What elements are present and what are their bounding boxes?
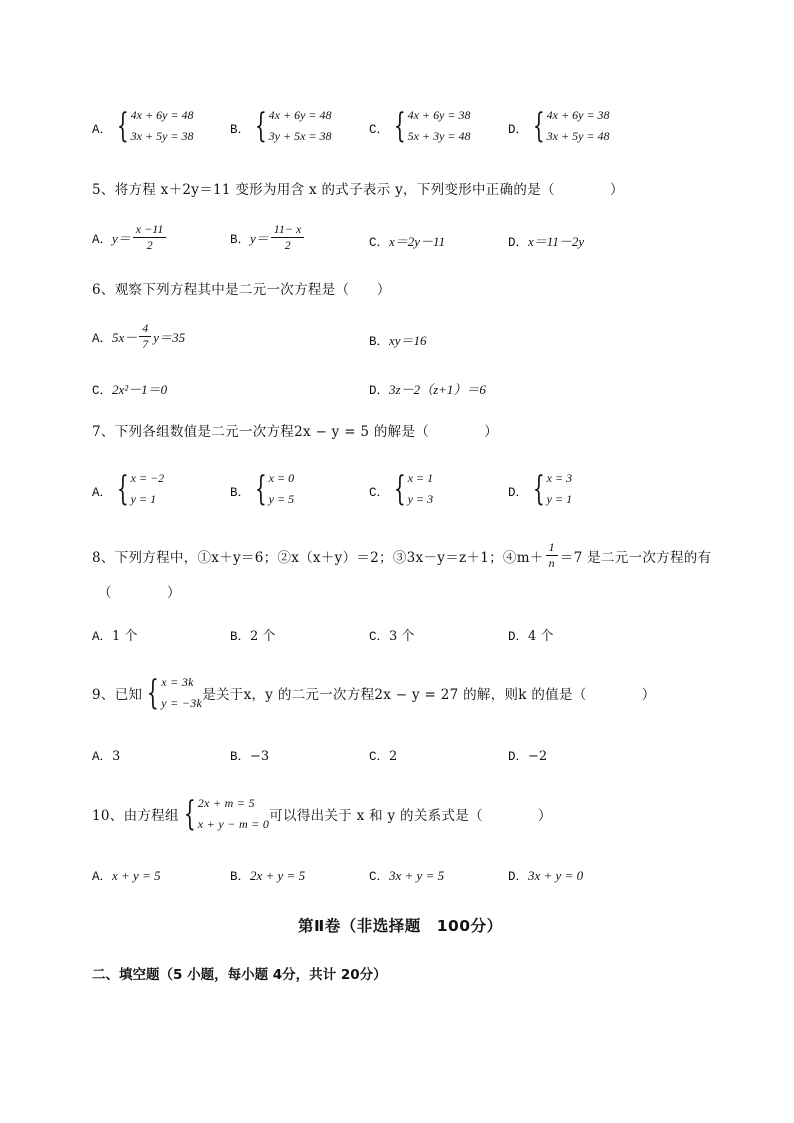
q4-option-c-system — [389, 105, 471, 147]
brace-icon: { — [393, 106, 406, 146]
option-lhs: 5x－ — [112, 330, 138, 345]
option-label: A． — [92, 331, 113, 346]
option-text: 3z－2（z+1）＝6 — [389, 382, 486, 397]
option-text: 2 个 — [250, 629, 276, 644]
option-text: 2x + y = 5 — [250, 868, 306, 883]
q8-answer-blank: （ ） — [98, 585, 181, 601]
q4-option-b-system — [250, 105, 332, 147]
q7-option-d-system — [528, 468, 572, 510]
q10-stem — [92, 793, 552, 835]
system-row: 5x + 3y = 48 — [407, 129, 471, 143]
q6-option-d — [369, 379, 486, 398]
q8-option-b — [230, 625, 275, 644]
system-row: 4x + 6y = 48 — [130, 108, 194, 122]
system-row: 3x + 5y = 38 — [130, 129, 194, 143]
q8-stem-text-b: ＝7 是二元一次方程的有 — [559, 549, 712, 566]
q8-stem-text-a: 8、下列方程中，①x＋y＝6；②x（x＋y）＝2；③3x－y＝z＋1；④m＋ — [92, 549, 544, 566]
q9-option-d — [508, 746, 547, 764]
q8-option-c — [369, 625, 414, 644]
q7-stem: 7、下列各组数值是二元一次方程2x − y = 5 的解是（ ） — [92, 424, 499, 440]
option-rhs: y＝35 — [153, 330, 186, 345]
q8-stem — [92, 540, 711, 571]
q7-option-a-label: A． — [92, 486, 113, 500]
fraction — [139, 321, 151, 352]
fraction — [133, 222, 167, 253]
option-text: x＝11－2y — [528, 234, 585, 249]
q5-option-d — [508, 231, 584, 250]
option-label: A． — [92, 630, 113, 644]
q6-option-c — [92, 379, 167, 398]
option-text: x + y = 5 — [112, 868, 161, 883]
fraction-denominator: 2 — [146, 238, 153, 252]
q10-stem-prefix: 10、由方程组 — [92, 808, 179, 824]
fraction-numerator: 4 — [139, 321, 151, 337]
q10-option-c — [369, 866, 444, 884]
option-label: A． — [92, 870, 113, 884]
q6-option-a — [92, 321, 185, 352]
option-text: 2 — [389, 749, 398, 764]
fraction-denominator: 2 — [284, 238, 291, 252]
option-lhs: y＝ — [112, 231, 131, 246]
q7-option-b-system — [250, 468, 294, 510]
option-text: 3x + y = 5 — [389, 868, 445, 883]
brace-icon: { — [393, 469, 406, 509]
option-label: A． — [92, 750, 113, 764]
fraction-denominator: n — [548, 556, 555, 570]
q10-stem-suffix: 可以得出关于 x 和 y 的关系式是（ ） — [269, 808, 552, 824]
system-row: 3y + 5x = 38 — [268, 129, 332, 143]
q5-option-c — [369, 231, 445, 250]
brace-icon: { — [254, 469, 267, 509]
fraction-denominator: 7 — [142, 337, 149, 351]
q6-option-b — [369, 330, 427, 349]
option-label: C． — [369, 870, 390, 884]
option-label: C． — [369, 750, 390, 764]
q4-option-b-label: B． — [230, 123, 251, 137]
q6-stem: 6、观察下列方程其中是二元一次方程是（ ） — [92, 282, 391, 298]
q10-system — [179, 793, 269, 835]
option-label: C． — [369, 630, 390, 644]
option-text: xy＝16 — [389, 333, 427, 348]
option-text: 4 个 — [528, 629, 554, 644]
system-row: y = 3 — [407, 492, 434, 506]
brace-icon: { — [116, 106, 129, 146]
q4-option-c-label: C． — [369, 123, 390, 137]
option-label: D． — [369, 384, 390, 398]
brace-icon: { — [254, 106, 267, 146]
brace-icon: { — [183, 794, 196, 834]
option-label: D． — [508, 630, 529, 644]
q10-option-b — [230, 866, 305, 884]
system-row: y = 1 — [546, 492, 573, 506]
system-row: x + y − m = 0 — [197, 817, 270, 831]
option-text: −2 — [528, 749, 548, 764]
fraction — [271, 222, 305, 253]
option-label: D． — [508, 870, 529, 884]
option-label: B． — [230, 870, 251, 884]
system-row: y = 5 — [268, 492, 295, 506]
system-row: 4x + 6y = 38 — [407, 108, 471, 122]
option-label: B． — [230, 232, 251, 247]
q7-option-d-label: D． — [508, 486, 529, 500]
option-label: B． — [369, 335, 390, 349]
brace-icon: { — [532, 469, 545, 509]
option-label: B． — [230, 630, 251, 644]
brace-icon: { — [532, 106, 545, 146]
option-lhs: y＝ — [250, 231, 269, 246]
system-row: y = −3k — [161, 696, 203, 710]
q10-option-a — [92, 866, 161, 884]
system-row: x = 3 — [546, 471, 573, 485]
q5-option-b — [230, 222, 306, 253]
option-label: C． — [92, 384, 113, 398]
q4-option-a-system — [112, 105, 194, 147]
q9-stem-prefix: 9、已知 — [92, 687, 143, 703]
q9-system — [142, 672, 202, 714]
fraction — [546, 540, 558, 571]
system-row: 2x + m = 5 — [197, 796, 255, 810]
option-text: 3 — [112, 749, 121, 764]
option-label: A． — [92, 232, 113, 247]
q10-option-d — [508, 866, 583, 884]
q7-option-a-system — [112, 468, 164, 510]
option-text: −3 — [250, 749, 270, 764]
q4-option-d-system — [528, 105, 610, 147]
q5-stem: 5、将方程 x＋2y＝11 变形为用含 x 的式子表示 y，下列变形中正确的是（ ） — [92, 182, 624, 198]
option-label: C． — [369, 236, 390, 250]
system-row: 4x + 6y = 38 — [546, 108, 610, 122]
q9-option-c — [369, 746, 397, 764]
system-row: x = 3k — [161, 675, 194, 689]
option-text: 2x²－1＝0 — [112, 382, 168, 397]
option-text: 1 个 — [112, 629, 138, 644]
q9-option-b — [230, 746, 269, 764]
option-label: D． — [508, 236, 529, 250]
q5-option-a — [92, 222, 168, 253]
option-text: 3 个 — [389, 629, 415, 644]
section-title: 第Ⅱ卷（非选择题 100分） — [298, 917, 503, 935]
q7-option-c-system — [389, 468, 433, 510]
q4-option-d-label: D． — [508, 123, 529, 137]
q8-option-a — [92, 625, 137, 644]
q9-stem-suffix: 是关于x，y 的二元一次方程2x − y = 27 的解，则k 的值是（ ） — [202, 687, 656, 703]
system-row: y = 1 — [130, 492, 157, 506]
section-subtitle: 二、填空题（5 小题，每小题 4分，共计 20分） — [92, 967, 387, 983]
option-label: D． — [508, 750, 529, 764]
system-row: x = 1 — [407, 471, 434, 485]
q7-option-c-label: C． — [369, 486, 390, 500]
option-text: 3x + y = 0 — [528, 868, 584, 883]
q9-option-a — [92, 746, 120, 764]
q7-option-b-label: B． — [230, 486, 251, 500]
system-row: x = −2 — [130, 471, 165, 485]
brace-icon: { — [147, 673, 160, 713]
option-label: B． — [230, 750, 251, 764]
fraction-numerator: 11− x — [271, 222, 305, 238]
q9-stem — [92, 672, 656, 714]
system-row: x = 0 — [268, 471, 295, 485]
brace-icon: { — [116, 469, 129, 509]
fraction-numerator: x −11 — [133, 222, 167, 238]
fraction-numerator: 1 — [546, 540, 558, 556]
option-text: x＝2y－11 — [389, 234, 446, 249]
system-row: 3x + 5y = 48 — [546, 129, 610, 143]
q4-option-a-label: A． — [92, 123, 113, 137]
system-row: 4x + 6y = 48 — [268, 108, 332, 122]
q8-option-d — [508, 625, 553, 644]
